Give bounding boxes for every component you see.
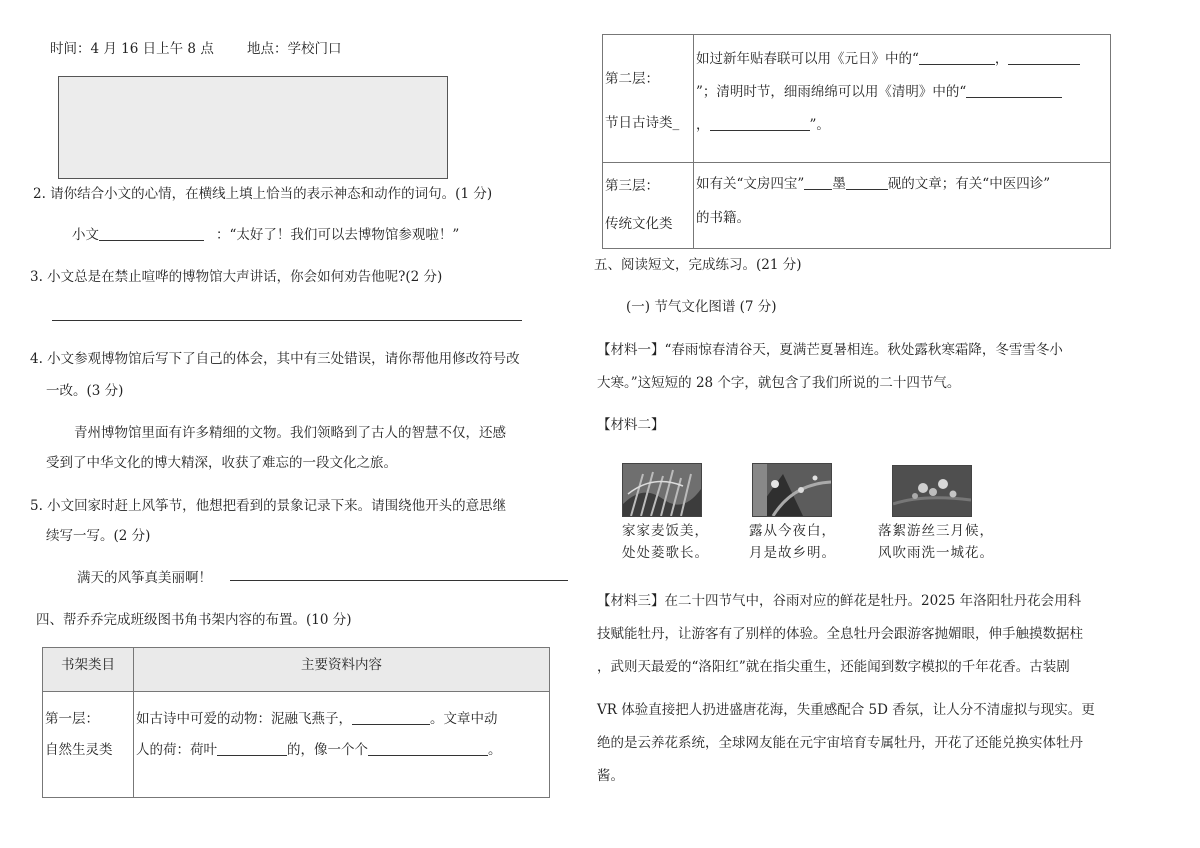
q2-answer-line [72,223,459,243]
section4-title: 四、帮乔乔完成班级图书角书架内容的布置。(10 分) [36,612,352,628]
dewdrop-image [752,463,832,517]
event-time: 时间：4 月 16 日上午 8 点 [50,41,214,57]
row1-blank-1[interactable] [352,711,430,726]
section5-title: 五、阅读短文，完成练习。(21 分) [594,257,802,273]
wheat-field-image [622,463,702,517]
row2-blank-1[interactable] [919,51,995,66]
writing-box[interactable] [58,76,448,179]
poem-3: 落絮游丝三月候， 风吹雨洗一城花。 [878,523,994,561]
event-place: 地点：学校门口 [247,41,342,57]
q5-prompt-1: 5. 小文回家时赶上风筝节，他想把看到的景象记录下来。请围绕他开头的意思继 [30,498,507,514]
material3-line2: 技赋能牡丹，让游客有了别样的体验。全息牡丹会跟游客抛媚眼，伸手触摸数据柱 [597,626,1083,642]
section5-subtitle: (一) 节气文化图谱 (7 分) [626,299,777,315]
blossom-image [892,465,972,517]
row1-blank-3[interactable] [368,742,488,757]
row1-blank-2[interactable] [217,742,287,757]
row3-blank-1[interactable] [804,176,832,191]
material3-line5: 绝的是云养花系统，全球网友能在元宇宙培育专属牡丹，开花了还能兑换实体牡丹 [597,735,1083,751]
shelf-table-right [602,34,1111,249]
q4-passage-1: 青州博物馆里面有许多精细的文物。我们领略到了古人的智慧不仅，还感 [74,425,506,441]
q5-prompt-2: 续写一写。(2 分) [46,528,151,544]
row3-category: 第三层： 传统文化类 [603,163,694,249]
row2-blank-3[interactable] [966,84,1062,99]
q3-answer-line[interactable] [52,320,522,321]
q2-prompt: 2. 请你结合小文的心情，在横线上填上恰当的表示神态和动作的词句。(1 分) [33,186,493,202]
row3-content: 如有关“文房四宝” 墨 砚的文章；有关“中医四诊” 的书籍。 [694,163,1111,249]
col-content-header: 主要资料内容 [134,648,550,692]
col-category-header: 书架类目 [43,648,134,692]
row2-category: 第二层： 节日古诗类_ [603,35,694,163]
material3-line3: ，武则天最爱的“洛阳红”就在指尖重生，还能闻到数字模拟的千年花香。古装剧 [597,659,1070,675]
row1-category: 第一层： 自然生灵类 [43,692,134,798]
material3-line4: VR 体验直接把人扔进盛唐花海，失重感配合 5D 香氛，让人分不清虚拟与现实。更 [597,702,1095,718]
row3-blank-2[interactable] [846,176,888,191]
q4-passage-2: 受到了中华文化的博大精深，收获了难忘的一段文化之旅。 [46,455,397,471]
q2-quote: ：“太好了！我们可以去博物馆参观啦！” [216,227,460,243]
material1-line2: 大寒。”这短短的 28 个字，就包含了我们所说的二十四节气。 [597,375,961,391]
q2-speaker: 小文 [72,227,99,243]
shelf-table-left [42,647,550,798]
q2-blank[interactable] [99,227,204,242]
q5-answer-line[interactable] [230,580,568,581]
q4-prompt-1: 4. 小文参观博物馆后写下了自己的体会，其中有三处错误，请你帮他用修改符号改 [30,351,520,367]
q3-prompt: 3. 小文总是在禁止喧哗的博物馆大声讲话，你会如何劝告他呢?(2 分) [30,269,443,285]
material2-title: 【材料二】 [597,417,665,433]
row1-content: 如古诗中可爱的动物：泥融飞燕子， 。文章中动 人的荷：荷叶 的，像一个个 。 [134,692,550,798]
q4-prompt-2: 一改。(3 分) [46,383,124,399]
poem-1: 家家麦饭美， 处处菱歌长。 [622,523,709,561]
material1-line1: 【材料一】“春雨惊春清谷天，夏满芒夏暑相连。秋处露秋寒霜降，冬雪雪冬小 [597,342,1063,358]
material3-line6: 酱。 [597,768,624,784]
row2-content: 如过新年贴春联可以用《元日》中的“ ， ”；清明时节，细雨绵绵可以用《清明》中的“ ， ”。 [694,35,1111,163]
poem-2: 露从今夜白， 月是故乡明。 [749,523,836,561]
row2-blank-4[interactable] [710,117,810,132]
row2-blank-2[interactable] [1008,51,1080,66]
q5-start: 满天的风筝真美丽啊！ [77,570,212,586]
material3-line1: 【材料三】在二十四节气中，谷雨对应的鲜花是牡丹。2025 年洛阳牡丹花会用科 [597,593,1082,609]
